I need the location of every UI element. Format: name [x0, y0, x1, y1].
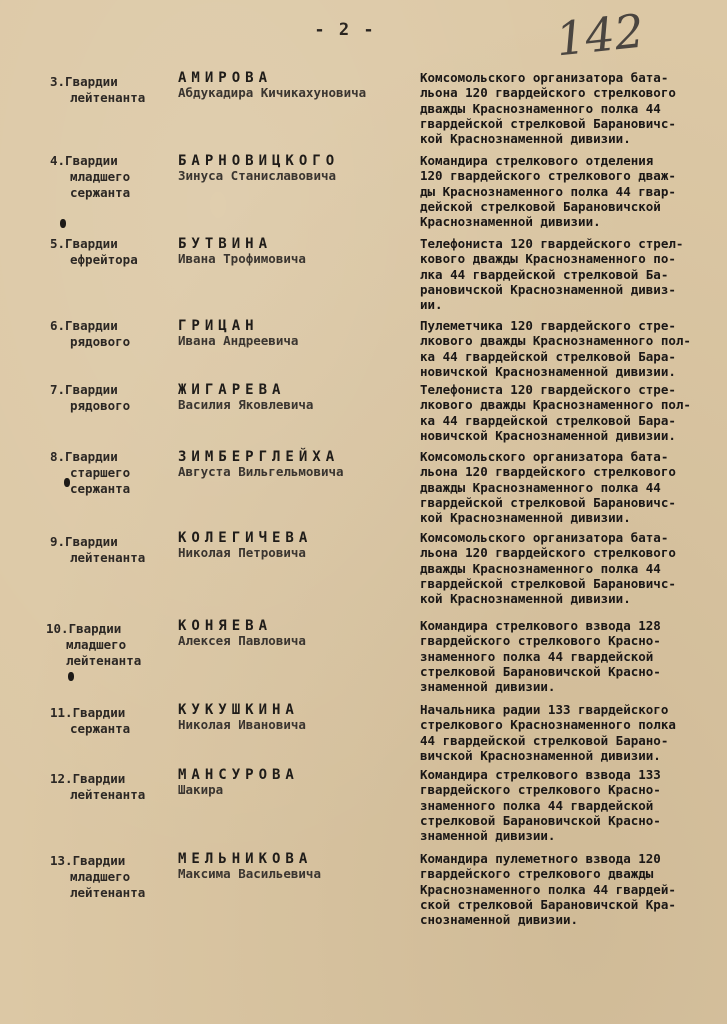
entry-surname: МЕЛЬНИКОВА: [178, 851, 313, 867]
entry-rank: 11.Гвардии сержанта: [50, 705, 131, 736]
entry-given-name: Ивана Андреевича: [178, 333, 299, 348]
entry-given-name: Шакира: [178, 782, 224, 797]
entry-position: Командира стрелкового взвода 133 гвардейского стрелкового Красно- знаменного полка 44 гвардейской стрелковой Барановичской Красно- знаменной дивизии.: [420, 767, 661, 844]
entry-rank: 3.Гвардии лейтенанта: [50, 74, 146, 105]
entry-surname: БУТВИНА: [178, 236, 273, 252]
entry-rank: 12.Гвардии лейтенанта: [50, 771, 146, 802]
ink-blot: [68, 672, 74, 681]
ink-blot: [60, 219, 66, 228]
entry-rank: 7.Гвардии рядового: [50, 382, 131, 413]
entry-given-name: Абдукадира Кичикахуновича: [178, 85, 367, 100]
entry-position: Начальника радии 133 гвардейского стрелкового Краснознаменного полка 44 гвардейской стрелковой Барано- вичской Краснознаменной дивизии.: [420, 702, 676, 763]
entry-surname: КОНЯЕВА: [178, 618, 273, 634]
entry-rank: 9.Гвардии лейтенанта: [50, 534, 146, 565]
page-number: - 2 -: [314, 20, 376, 40]
entry-surname: БАРНОВИЦКОГО: [178, 153, 340, 169]
entry-position: Телефониста 120 гвардейского стрел- кового дважды Краснознаменного по- лка 44 гвардейской стрелковой Ба- рановичской Краснознаменной дивиз- ии.: [420, 236, 684, 313]
entry-given-name: Алексея Павловича: [178, 633, 306, 648]
entry-rank: 13.Гвардии младшего лейтенанта: [50, 853, 146, 900]
entry-surname: АМИРОВА: [178, 70, 273, 86]
entry-position: Комсомольского организатора бата- льона 120 гвардейского стрелкового дважды Краснознаменного полка 44 гвардейской стрелковой Барановичс- кой Краснознаменной дивизии.: [420, 530, 676, 607]
entry-rank: 5.Гвардии ефрейтора: [50, 236, 138, 267]
entry-rank: 6.Гвардии рядового: [50, 318, 131, 349]
entry-given-name: Августа Вильгельмовича: [178, 464, 344, 479]
entry-given-name: Василия Яковлевича: [178, 397, 314, 412]
entry-surname: КУКУШКИНА: [178, 702, 299, 718]
entry-given-name: Максима Васильевича: [178, 866, 321, 881]
entry-position: Телефониста 120 гвардейского стре- лкового дважды Краснознаменного пол- ка 44 гвардейской стрелковой Бара- новичской Краснознаменной дивизии.: [420, 382, 691, 443]
entry-position: Командира стрелкового отделения 120 гвардейского стрелкового дваж- ды Краснознаменного полка 44 гвар- дейской стрелковой Барановичской Краснознаменной дивизии.: [420, 153, 676, 230]
entry-position: Комсомольского организатора бата- льона 120 гвардейского стрелкового дважды Краснознаменного полка 44 гвардейской стрелковой Барановичс- кой Краснознаменной дивизии.: [420, 70, 676, 147]
entry-given-name: Зинуса Станиславовича: [178, 168, 337, 183]
entry-surname: ЖИГАРЕВА: [178, 382, 286, 398]
entry-surname: МАНСУРОВА: [178, 767, 299, 783]
entry-rank: 4.Гвардии младшего сержанта: [50, 153, 131, 200]
entry-given-name: Ивана Трофимовича: [178, 251, 306, 266]
entry-rank: 10.Гвардии младшего лейтенанта: [46, 621, 142, 668]
entry-position: Пулеметчика 120 гвардейского стре- лкового дважды Краснознаменного пол- ка 44 гвардейской стрелковой Бара- новичской Краснознаменной дивизии.: [420, 318, 691, 379]
entry-given-name: Николая Ивановича: [178, 717, 306, 732]
entry-surname: КОЛЕГИЧЕВА: [178, 530, 313, 546]
handwritten-sheet-number: 142: [553, 3, 647, 67]
entry-rank: 8.Гвардии старшего сержанта: [50, 449, 131, 496]
entry-position: Командира стрелкового взвода 128 гвардейского стрелкового Красно- знаменного полка 44 гвардейской стрелковой Барановичской Красно- знаменной дивизии.: [420, 618, 661, 695]
entry-position: Комсомольского организатора бата- льона 120 гвардейского стрелкового дважды Краснознаменного полка 44 гвардейской стрелковой Барановичс- кой Краснознаменной дивизии.: [420, 449, 676, 526]
entry-position: Командира пулеметного взвода 120 гвардейского стрелкового дважды Краснознаменного полка 44 гвардей- ской стрелковой Барановичской Кра- снознаменной дивизии.: [420, 851, 676, 928]
entry-surname: ЗИМБЕРГЛЕЙХА: [178, 449, 340, 465]
entry-surname: ГРИЦАН: [178, 318, 259, 334]
entry-given-name: Николая Петровича: [178, 545, 306, 560]
